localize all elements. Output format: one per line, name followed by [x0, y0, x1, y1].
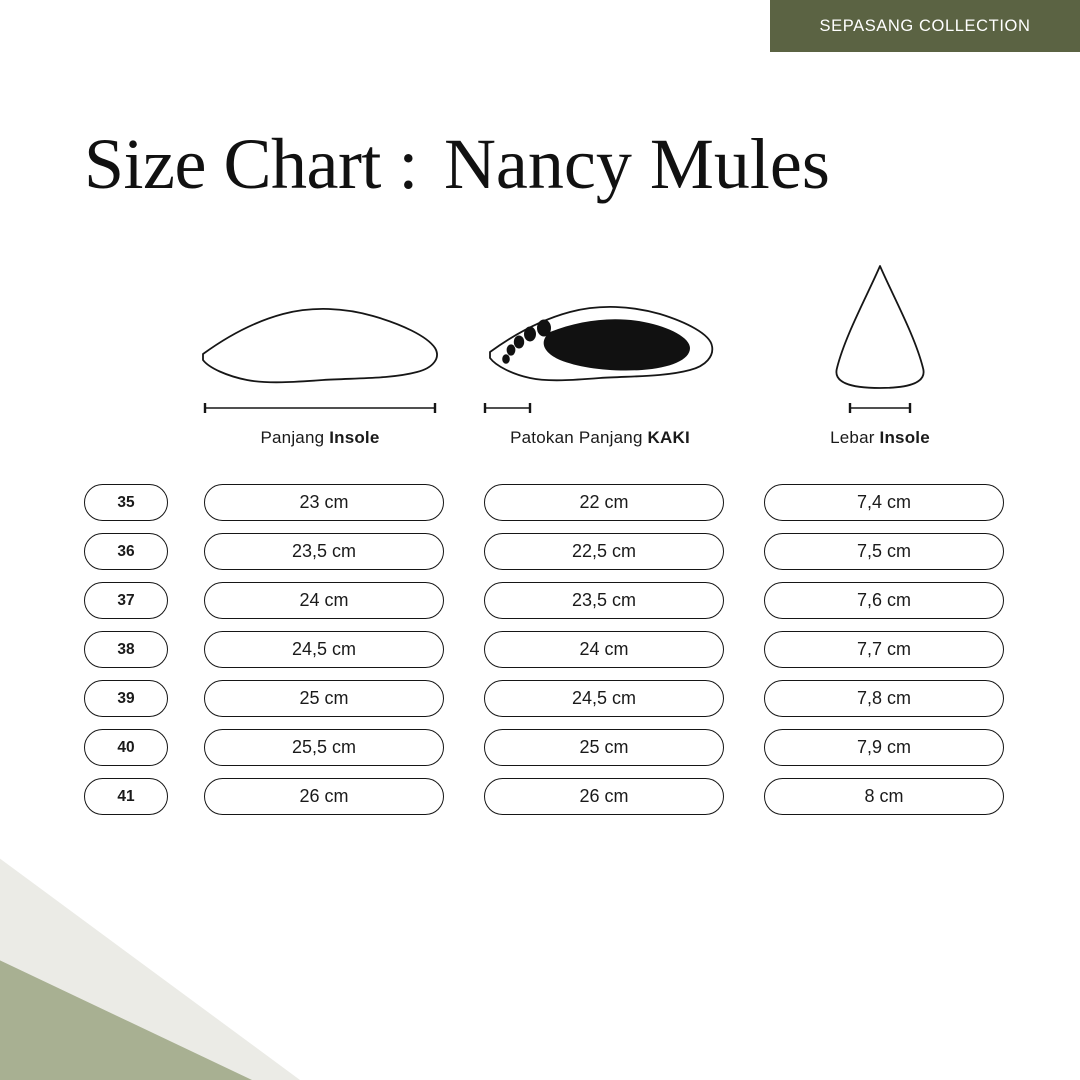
- column-header-foot-length: [455, 272, 745, 448]
- brand-badge: [770, 0, 1080, 52]
- column-label-foot-length: [455, 428, 745, 448]
- size-badge: 40: [84, 729, 168, 766]
- table-row: [0, 674, 1080, 723]
- size-badge: 37: [84, 582, 168, 619]
- measure-bar-foot-length: [455, 402, 745, 414]
- column-header-insole-width: [735, 272, 1025, 448]
- insole-length-value: 23,5 cm: [204, 533, 444, 570]
- insole-outline-icon: [175, 272, 465, 392]
- insole-length-value: 24 cm: [204, 582, 444, 619]
- table-row: [0, 478, 1080, 527]
- foot-length-value: 23,5 cm: [484, 582, 724, 619]
- insole-length-value: 24,5 cm: [204, 631, 444, 668]
- size-badge: 38: [84, 631, 168, 668]
- table-row: [0, 576, 1080, 625]
- column-label-insole-width-bold: Insole: [879, 428, 930, 447]
- page-title-prefix: Size Chart :: [84, 124, 418, 204]
- insole-length-value: 25 cm: [204, 680, 444, 717]
- footprint-on-insole-icon: [455, 272, 745, 392]
- column-label-insole-length-bold: Insole: [329, 428, 380, 447]
- insole-length-value: 23 cm: [204, 484, 444, 521]
- insole-width-value: 7,5 cm: [764, 533, 1004, 570]
- size-badge: 35: [84, 484, 168, 521]
- table-row: [0, 527, 1080, 576]
- column-label-insole-length: [175, 428, 465, 448]
- column-label-insole-width-plain: Lebar: [830, 428, 880, 447]
- foot-length-value: 26 cm: [484, 778, 724, 815]
- foot-length-value: 24 cm: [484, 631, 724, 668]
- column-label-foot-length-bold: KAKI: [647, 428, 690, 447]
- column-label-foot-length-plain: Patokan Panjang: [510, 428, 648, 447]
- size-badge: 36: [84, 533, 168, 570]
- insole-width-value: 7,6 cm: [764, 582, 1004, 619]
- brand-badge-label: SEPASANG COLLECTION: [819, 16, 1031, 35]
- foot-length-value: 24,5 cm: [484, 680, 724, 717]
- column-header-insole-length: [175, 272, 465, 448]
- column-headers: [0, 272, 1080, 472]
- insole-width-icon: [735, 272, 1025, 392]
- size-chart-table: [0, 478, 1080, 821]
- table-row: [0, 625, 1080, 674]
- insole-width-value: 7,7 cm: [764, 631, 1004, 668]
- page-title: [84, 124, 830, 204]
- insole-width-value: 7,9 cm: [764, 729, 1004, 766]
- insole-width-value: 7,8 cm: [764, 680, 1004, 717]
- table-row: [0, 723, 1080, 772]
- insole-width-value: 7,4 cm: [764, 484, 1004, 521]
- foot-length-value: 22 cm: [484, 484, 724, 521]
- insole-width-value: 8 cm: [764, 778, 1004, 815]
- measure-bar-insole-length: [175, 402, 465, 414]
- column-label-insole-width: [735, 428, 1025, 448]
- foot-length-value: 22,5 cm: [484, 533, 724, 570]
- column-label-insole-length-plain: Panjang: [260, 428, 330, 447]
- insole-length-value: 26 cm: [204, 778, 444, 815]
- table-row: [0, 772, 1080, 821]
- insole-length-value: 25,5 cm: [204, 729, 444, 766]
- measure-bar-insole-width: [735, 402, 1025, 414]
- size-badge: 41: [84, 778, 168, 815]
- page-title-product: Nancy Mules: [443, 124, 830, 204]
- size-badge: 39: [84, 680, 168, 717]
- foot-length-value: 25 cm: [484, 729, 724, 766]
